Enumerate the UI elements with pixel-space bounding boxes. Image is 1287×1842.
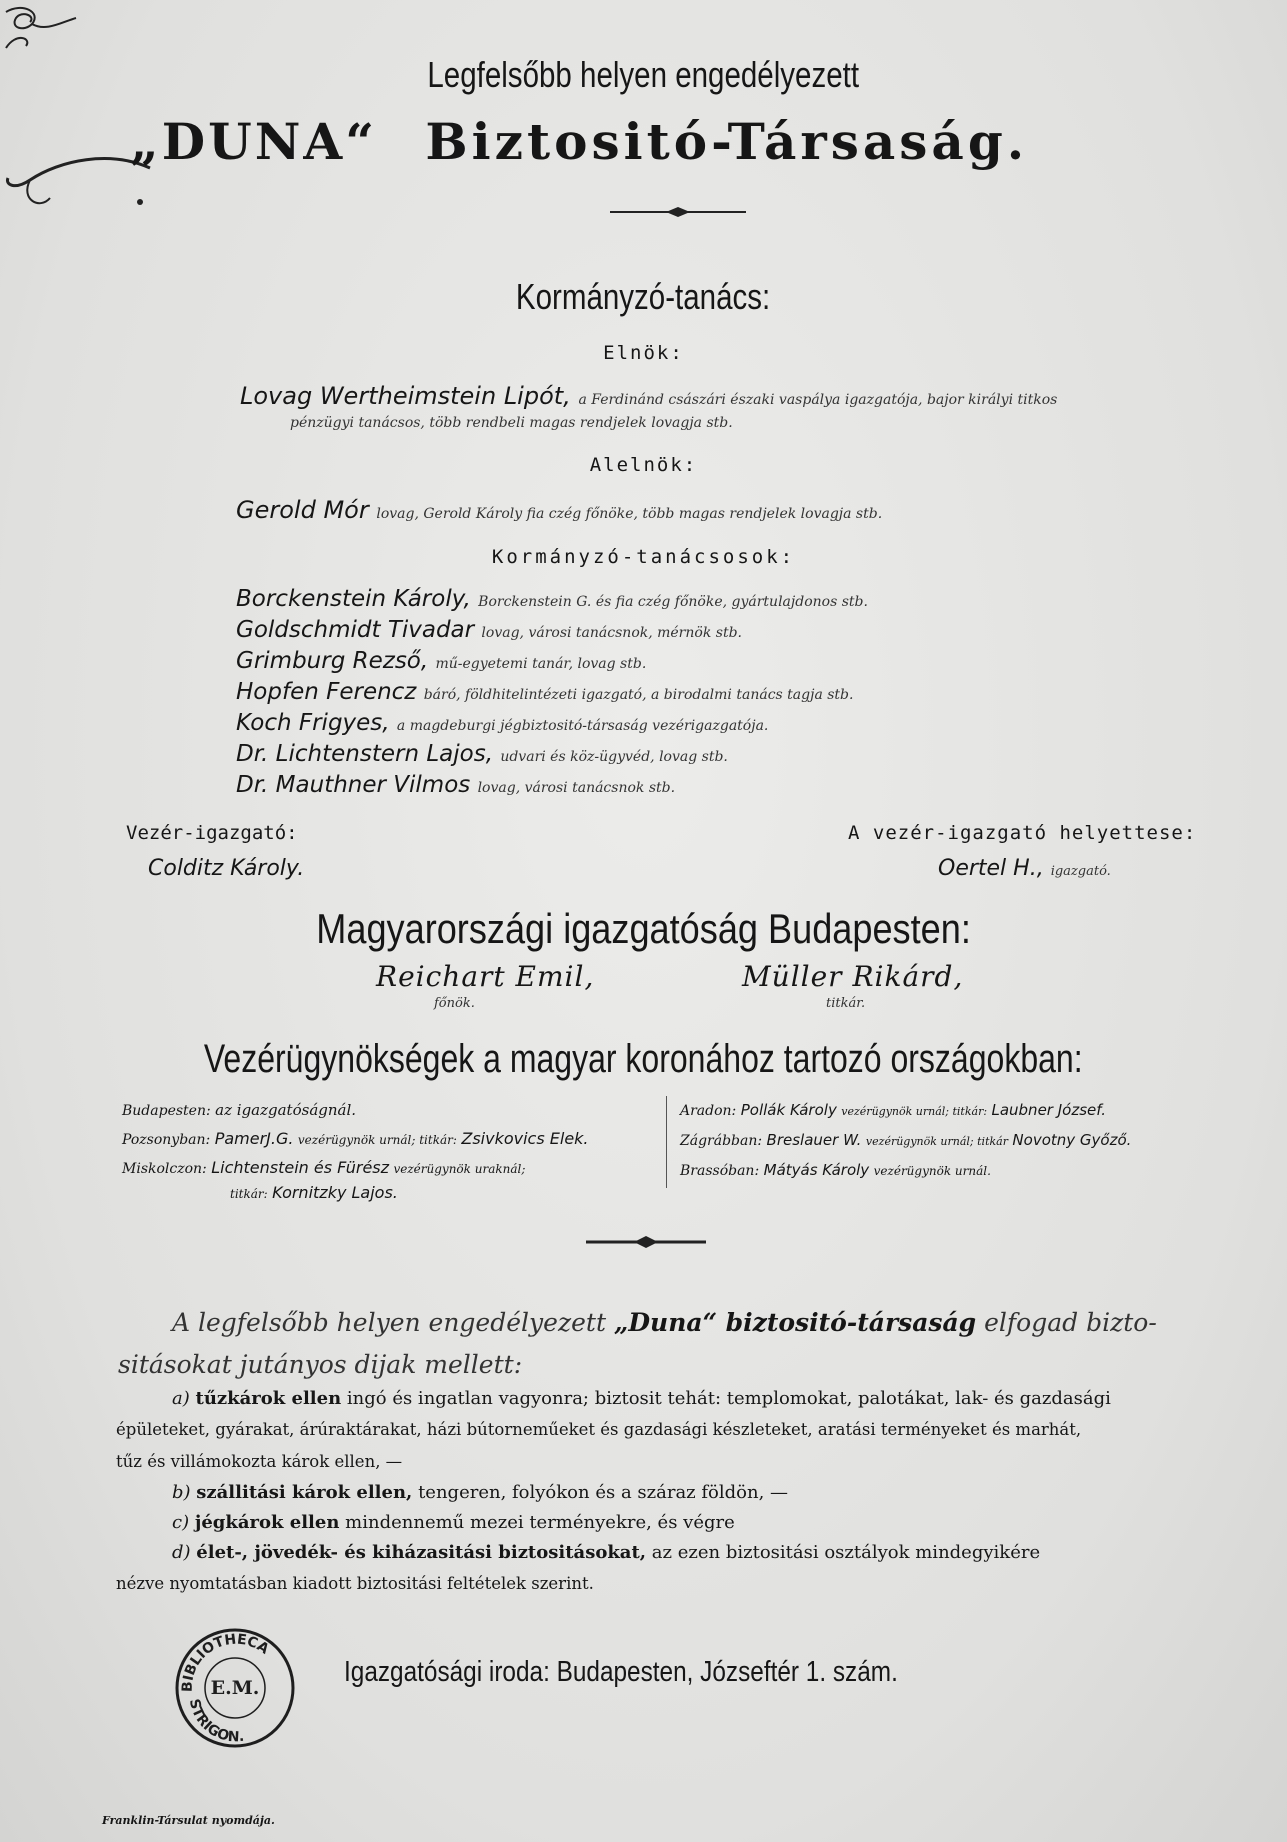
- company-quoted: „DUNA“: [130, 112, 377, 171]
- agencies-title: Vezérügynökségek a magyar koronához tartozó országokban:: [204, 1037, 1083, 1081]
- president-desc: a Ferdinánd császári északi vaspálya igazgatója, bajor királyi titkos: [578, 392, 1058, 408]
- clause-a: a) tűzkárok ellen ingó és ingatlan vagyonra; biztosit tehát: templomokat, palotákat, lak- és gazdasági: [172, 1388, 1111, 1409]
- header-line: Legfelsőbb helyen engedélyezett: [427, 54, 860, 95]
- president-label: Elnök:: [603, 342, 684, 364]
- deputy-title: igazgató.: [1050, 864, 1111, 879]
- president-line: [240, 382, 1057, 410]
- member-row: Dr. Mauthner Vilmos lovag, városi tanácsnok stb.: [236, 772, 676, 798]
- clause-d: d) élet-, jövedék- és kiházasitási biztositásokat, az ezen biztositási osztályok mindegyikére: [172, 1542, 1041, 1563]
- office-address: Igazgatósági iroda: Budapesten, Józseftér 1. szám.: [344, 1656, 898, 1688]
- clause-b: b) szállitási károk ellen, tengeren, folyókon és a száraz földön, —: [172, 1482, 789, 1503]
- stamp-mid-text: E.M.: [210, 1677, 260, 1699]
- agency-row: Miskolczon: Lichtenstein és Fürész vezérügynök uraknál;: [122, 1158, 526, 1177]
- stamp-top-text: BIBLIOTHECA: [179, 1631, 272, 1693]
- president-name: Lovag Wertheimstein Lipót,: [240, 382, 571, 410]
- vice-line: [236, 496, 882, 524]
- agency-row: Brassóban: Mátyás Károly vezérügynök urnál.: [680, 1161, 991, 1179]
- members-label: Kormányzó-tanácsosok:: [491, 546, 796, 568]
- member-row: Dr. Lichtenstern Lajos, udvari és köz-ügyvéd, lovag stb.: [236, 741, 728, 767]
- intro-line-2: sitásokat jutányos dijak mellett:: [118, 1350, 523, 1379]
- vice-name: Gerold Mór: [236, 496, 369, 524]
- library-stamp-icon: [170, 1622, 300, 1752]
- clause-a-3: tűz és villámokozta károk ellen, —: [116, 1452, 403, 1471]
- person1-role: főnök.: [434, 996, 475, 1011]
- divider-ornament-icon: [584, 1234, 708, 1250]
- clause-c: c) jégkárok ellen mindennemű mezei terményekre, és végre: [172, 1512, 735, 1533]
- intro-line: A legfelsőbb helyen engedélyezett „Duna“ biztositó-társaság elfogad bizto-: [172, 1308, 1157, 1337]
- members-list: [236, 586, 868, 803]
- vice-desc: lovag, Gerold Károly fia czég főnöke, több magas rendjelek lovagja stb.: [376, 506, 883, 522]
- president-desc-2: pénzügyi tanácsos, több rendbeli magas rendjelek lovagja stb.: [290, 415, 733, 431]
- director-label: Vezér-igazgató:: [126, 822, 298, 844]
- printer-credit: Franklin-Társulat nyomdája.: [102, 1814, 275, 1827]
- agencies-divider: [666, 1096, 667, 1188]
- agency-row: Aradon: Pollák Károly vezérügynök urnál; titkár: Laubner József.: [680, 1101, 1107, 1119]
- corner-ornament-icon: [2, 2, 82, 62]
- person2-name: Müller Rikárd,: [742, 960, 964, 993]
- stamp-bottom-text: STRIGON.: [185, 1697, 246, 1746]
- agency-row: Zágrábban: Breslauer W. vezérügynök urnál; titkár Novotny Győző.: [680, 1131, 1132, 1149]
- deputy-line: [938, 856, 1111, 881]
- agencies-right: [680, 1096, 1131, 1185]
- member-row: Grimburg Rezső, mű-egyetemi tanár, lovag stb.: [236, 648, 647, 674]
- agency-row: Budapesten: az igazgatóságnál.: [122, 1101, 357, 1119]
- member-row: Koch Frigyes, a magdeburgi jégbiztositó-társaság vezérigazgatója.: [236, 710, 769, 736]
- company-name: [130, 112, 1028, 171]
- member-row: Borckenstein Károly, Borckenstein G. és fia czég főnöke, gyártulajdonos stb.: [236, 586, 868, 612]
- svg-text:STRIGON.: [186, 1697, 245, 1745]
- clause-a-2: épületeket, gyárakat, árúraktárakat, házi bútorneműeket és gazdasági készleteket, aratási terményeket és marhát,: [116, 1420, 1082, 1439]
- vice-label: Alelnök:: [589, 454, 698, 476]
- member-row: Goldschmidt Tivadar lovag, városi tanácsnok, mérnök stb.: [236, 617, 742, 643]
- deputy-label: A vezér-igazgató helyettese:: [848, 822, 1197, 844]
- member-row: Hopfen Ferencz báró, földhitelintézeti igazgató, a birodalmi tanács tagja stb.: [236, 679, 854, 705]
- agencies-left: [122, 1096, 589, 1204]
- agency-row: titkár: Kornitzky Lajos.: [230, 1183, 398, 1202]
- clause-d-2: nézve nyomtatásban kiadott biztositási feltételek szerint.: [116, 1574, 594, 1593]
- deputy-name: Oertel H.,: [938, 856, 1044, 881]
- hungary-title: Magyarországi igazgatóság Budapesten:: [316, 905, 971, 952]
- divider-ornament-icon: [608, 204, 748, 220]
- person1-name: Reichart Emil,: [376, 960, 595, 993]
- director-name: Colditz Károly.: [148, 856, 305, 881]
- company-rest: Biztositó-Társaság.: [425, 112, 1029, 171]
- council-title: Kormányzó-tanács:: [516, 276, 771, 317]
- person2-role: titkár.: [826, 996, 866, 1011]
- agency-row: Pozsonyban: PamerJ.G. vezérügynök urnál; titkár: Zsivkovics Elek.: [122, 1129, 589, 1148]
